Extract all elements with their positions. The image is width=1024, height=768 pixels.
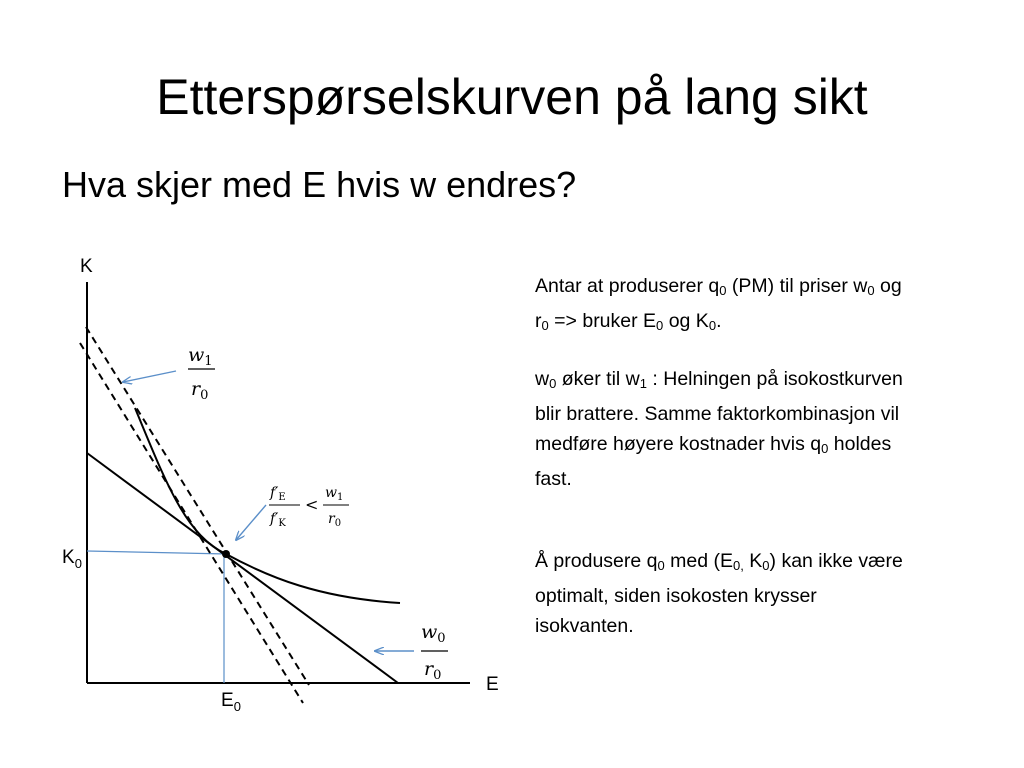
svg-text:r0: $r_0$ <box>424 658 442 683</box>
mrts-inequality <box>269 485 349 529</box>
svg-text:f′K: $f'_K$ <box>270 511 286 529</box>
slide-subtitle: Hva skjer med E hvis w endres? <box>62 164 577 205</box>
k0-guide-line <box>87 551 227 554</box>
slope-w0-fraction <box>421 621 448 683</box>
note-assumption: Antar at produserer $q_0$ (PM) til priser $w_0$ og $r_0$ => bruker $E_0$ og $K_0$. <box>535 275 902 333</box>
optimum-point <box>222 550 230 558</box>
y-axis-label: K <box>80 256 93 277</box>
note-wage-increase: $w_0$ øker til $w_1$ : Helningen på isokostkurven blir brattere. Samme faktorkombinasjon vil medføre høyere kostnader hvis $q_0$ holdes fast. <box>535 368 903 490</box>
slide-title: Etterspørselskurven på lang sikt <box>156 69 868 125</box>
k0-label: $K_0$ <box>62 547 82 571</box>
svg-text:w0: $w_0$ <box>421 621 446 646</box>
arrow-mrts-label <box>236 505 266 540</box>
svg-text:r0: $r_0$ <box>328 511 342 529</box>
svg-text:w1: $w_1$ <box>325 485 344 503</box>
isoquant-curve <box>135 408 400 603</box>
arrow-w1-label <box>123 371 176 382</box>
e0-label: $E_0$ <box>221 690 241 714</box>
slope-w1-fraction <box>188 344 215 403</box>
x-axis-label: E <box>486 674 499 695</box>
svg-text:r0: $r_0$ <box>191 378 209 403</box>
svg-text:f′E: $f'_E$ <box>270 485 286 503</box>
note-conclusion: Å produsere $q_0$ med ($E_{0,}$ $K_0$) kan ikke være optimalt, siden isokosten krysser isokvanten. <box>535 550 903 637</box>
isocost-line-w0 <box>87 453 398 683</box>
svg-text:<: < <box>305 495 319 514</box>
svg-text:w1: $w_1$ <box>188 344 213 369</box>
